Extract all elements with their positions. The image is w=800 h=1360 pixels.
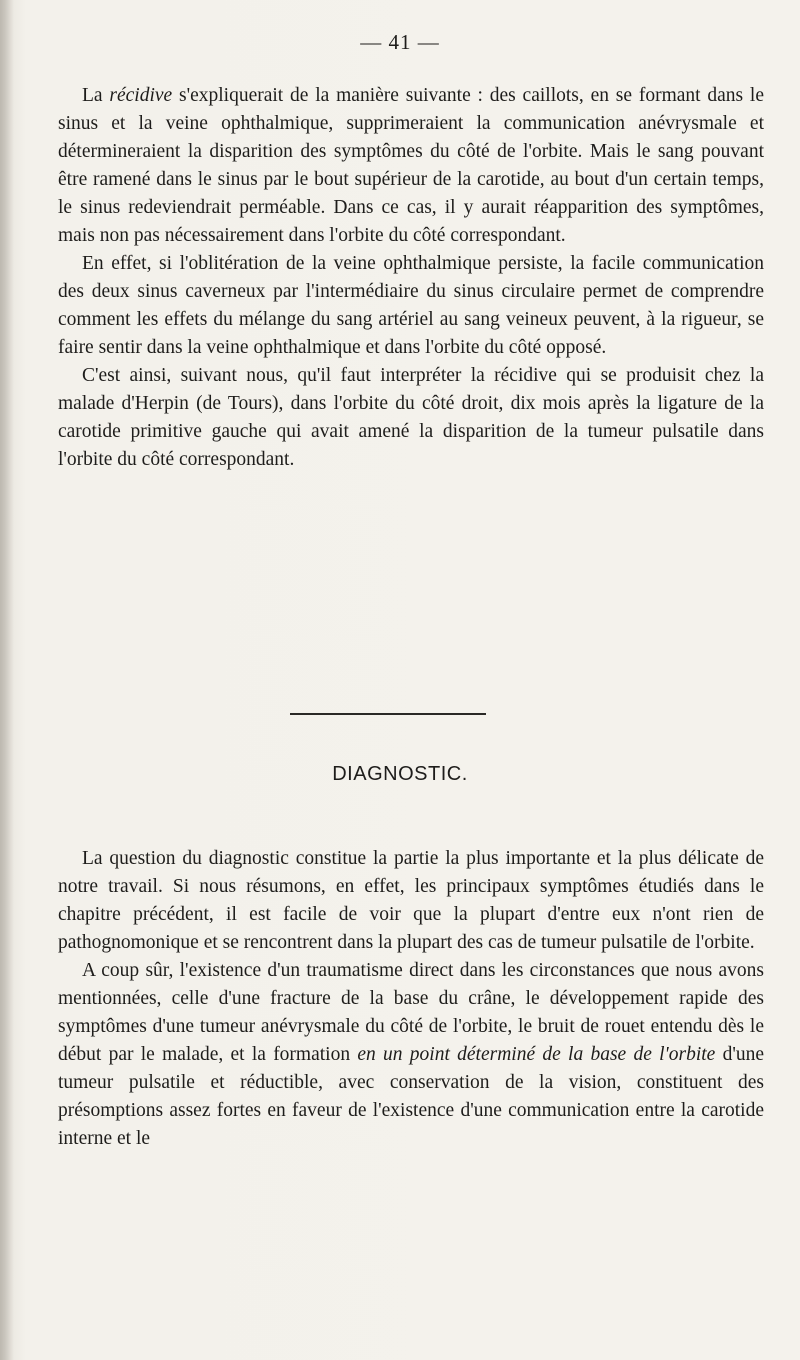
paragraph-question-diagnostic: La question du diagnostic constitue la partie la plus importante et la plus délicate de notre travail. Si nous résumons, en effet, les principaux symptômes étudiés dans le chapitre précédent, il est facile de voir que la plupart d'entre eux n'ont rien de pathognomonique et se rencontrent dans la plupart des cas de tumeur pulsatile de l'orbite.	[58, 848, 764, 953]
paragraph-cest-ainsi: C'est ainsi, suivant nous, qu'il faut interpréter la récidive qui se produisit chez la malade d'Herpin (de Tours), dans l'orbite du côté droit, dix mois après la ligature de la carotide primitive gauche qui avait amené la disparition de la tumeur pulsatile dans l'orbite du côté correspondant.	[58, 365, 764, 470]
italic-phrase: en un point déterminé de la base de l'orbite	[357, 1044, 716, 1065]
paragraph-a-coup-sur	[58, 957, 764, 1153]
paragraph-en-effet: En effet, si l'oblitération de la veine ophthalmique persiste, la facile communication des deux sinus caverneux par l'intermédiaire du sinus circulaire permet de comprendre comment les effets du mélange du sang artériel au sang veineux peuvent, à la rigueur, se faire sentir dans la veine ophthalmique et dans l'orbite du côté opposé.	[58, 253, 764, 358]
italic-term: récidive	[109, 85, 173, 106]
paragraph-text: d'une tumeur pulsatile et réductible, avec conservation de la vision, constituent des présomptions assez fortes en faveur de l'existence d'une communication entre la carotide interne et le	[58, 1044, 764, 1149]
body-text-before-heading	[58, 82, 764, 474]
paragraph-recidive	[58, 82, 764, 250]
paragraph-text: s'expliquerait de la manière suivante : des caillots, en se formant dans le sinus et la veine ophthalmique, supprimeraient la communication anévrysmale et détermineraient la disparition des symptômes du côté de l'orbite. Mais le sang pouvant être ramené dans le sinus par le bout supérieur de la carotide, au bout d'un certain temps, le sinus redeviendrait perméable. Dans ce cas, il y aurait réapparition des symptômes, mais non pas nécessairement dans l'orbite du côté correspondant.	[58, 85, 764, 246]
binding-shadow	[0, 0, 14, 1360]
section-separator-rule	[290, 713, 486, 715]
paragraph-text: La	[82, 85, 110, 106]
paragraph-text: A coup sûr, l'existence d'un traumatisme direct dans les circonstances que nous avons mentionnées, celle d'une fracture de la base du crâne, le développement rapide des symptômes d'une tumeur anévrysmale du côté de l'orbite, le bruit de rouet entendu dès le début par le malade, et la formation	[58, 960, 764, 1065]
section-heading: DIAGNOSTIC.	[332, 763, 468, 785]
page-number: — 41 —	[360, 30, 440, 54]
body-text-after-heading	[58, 845, 764, 1153]
